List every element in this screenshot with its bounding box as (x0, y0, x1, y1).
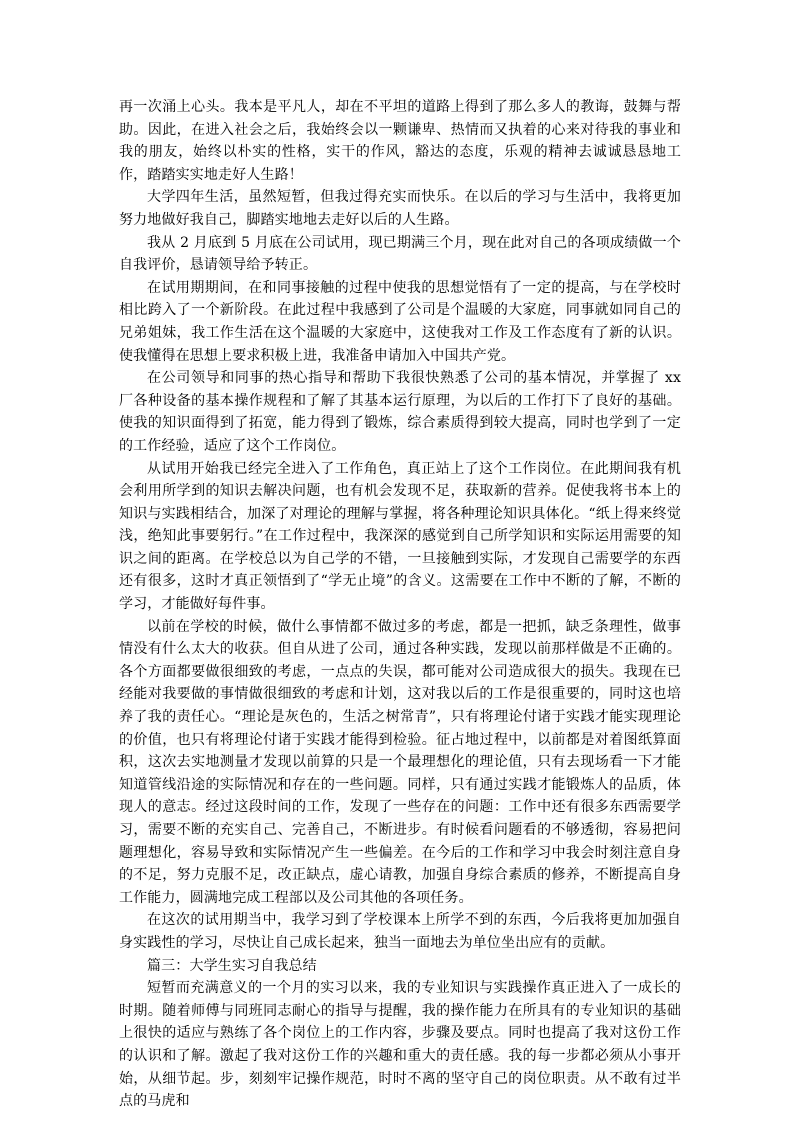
paragraph: 在试用期期间，在和同事接触的过程中使我的思想觉悟有了一定的提高，与在学校时相比跨入了一个新阶段。在此过程中我感到了公司是个温暖的大家庭，同事就如同自己的兄弟姐妹，我工作生活在这个温暖的大家庭中，这使我对工作及工作态度有了新的认识。使我懂得在思想上要求积极上进，我准备申请加入中国共产党。 (119, 279, 681, 364)
paragraph: 大学四年生活，虽然短暂，但我过得充实而快乐。在以后的学习与生活中，我将更加努力地做好我自己，脚踏实地地去走好以后的人生路。 (119, 189, 681, 228)
paragraph: 我从 2 月底到 5 月底在公司试用，现已期满三个月，现在此对自己的各项成绩做一个自我评价，恳请领导给予转正。 (119, 234, 681, 274)
paragraph: 在公司领导和同事的热心指导和帮助下我很快熟悉了公司的基本情况，并掌握了 xx 厂各种设备的基本操作规程和了解了其基本运行原理，为以后的工作打下了良好的基础。使我的知识面得到了拓宽，能力得到了锻炼，综合素质得到较大提高，同时也学到了一定的工作经验，适应了这个工作岗位。 (119, 370, 681, 454)
paragraph: 在这次的试用期当中，我学习到了学校课本上所学不到的东西，今后我将更加加强自身实践性的学习，尽快让自己成长起来，独当一面地去为单位坐出应有的贡献。 (119, 912, 681, 951)
paragraph: 以前在学校的时候，做什么事情都不做过多的考虑，都是一把抓，缺乏条理性，做事情没有什么太大的收获。但自从进了公司，通过各种实践，发现以前那样做是不正确的。各个方面都要做很细致的考虑，一点点的失误，都可能对公司造成很大的损失。我现在已经能对我要做的事情做很细致的考虑和计划，这对我以后的工作是很重要的，同时这也培养了我的责任心。“理论是灰色的，生活之树常青”，只有将理论付诸于实践才能实现理论的价值，也只有将理论付诸于实践才能得到检验。征占地过程中，以前都是对着图纸算面积，这次去实地测量才发现以前算的只是一个最理想化的理论值，只有去现场看一下才能知道管线沿途的实际情况和存在的一些问题。同样，只有通过实践才能锻炼人的品质，体现人的意志。经过这段时间的工作，发现了一些存在的问题：工作中还有很多东西需要学习，需要不断的充实自己、完善自己，不断进步。有时候看问题看的不够透彻，容易把问题理想化，容易导致和实际情况产生一些偏差。在今后的工作和学习中我会时刻注意自身的不足，努力克服不足，改正缺点，虚心请教，加强自身综合素质的修养，不断提高自身工作能力，圆满地完成工程部以及公司其他的各项任务。 (119, 618, 681, 906)
section-heading: 篇三：大学生实习自我总结 (147, 957, 317, 974)
paragraph: 从试用开始我已经完全进入了工作角色，真正站上了这个工作岗位。在此期间我有机会利用所学到的知识去解决问题，也有机会发现不足，获取新的营养。促使我将书本上的知识与实践相结合，加深了对理论的理解与掌握，将各种理论知识具体化。“纸上得来终觉浅，绝知此事要躬行。”在工作过程中，我深深的感觉到自己所学知识和实际运用需要的知识之间的距离。在学校总以为自己学的不错，一旦接触到实际，才发现自己需要学的东西还有很多，这时才真正领悟到了“学无止境”的含义。这需要在工作中不断的了解，不断的学习，才能做好每件事。 (119, 460, 681, 613)
paragraph: 短暂而充满意义的一个月的实习以来，我的专业知识与实践操作真正进入了一成长的时期。随着师傅与同班同志耐心的指导与提醒，我的操作能力在所具有的专业知识的基础上很快的适应与熟练了各个岗位上的工作内容，步骤及要点。同时也提高了我对这份工作的认识和了解。激起了我对这份工作的兴趣和重大的责任感。我的每一步都必须从小事开始，从细节起。步，刻刻牢记操作规范，时时不离的坚守自己的岗位职责。从不敢有过半点的马虎和 (119, 980, 681, 1110)
paragraph: 再一次涌上心头。我本是平凡人，却在不平坦的道路上得到了那么多人的教诲，鼓舞与帮助。因此，在进入社会之后，我始终会以一颗谦卑、热情而又执着的心来对待我的事业和我的朋友，始终以朴实的性格，实干的作风，豁达的态度，乐观的精神去诚诚恳恳地工作，踏踏实实地走好人生路！ (119, 99, 681, 183)
document-page (119, 96, 681, 1113)
